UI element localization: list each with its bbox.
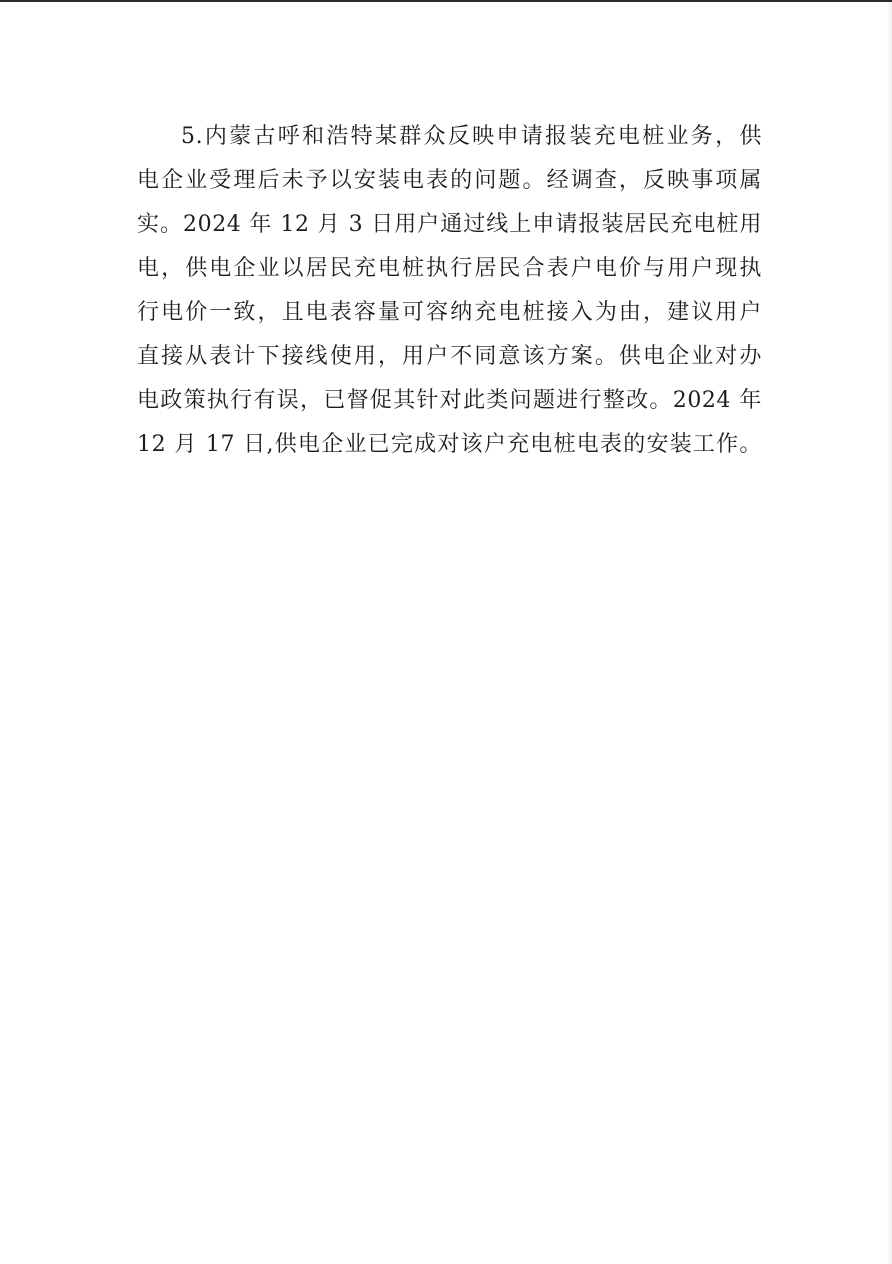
paragraph-line: 行电价一致，且电表容量可容纳充电桩接入为由，建议用户 [137,300,762,325]
paragraph-line: 直接从表计下接线使用，用户不同意该方案。供电企业对办 [137,344,762,369]
paragraph-line: 实。2024 年 12 月 3 日用户通过线上申请报装居民充电桩用 [137,212,762,237]
paragraph-line: 12 月 17 日,供电企业已完成对该户充电桩电表的安装工作。 [137,432,762,457]
paragraph-line: 5.内蒙古呼和浩特某群众反映申请报装充电桩业务，供 [181,124,762,149]
page-edge-shadow [887,2,892,1264]
paragraph-line: 电政策执行有误，已督促其针对此类问题进行整改。2024 年 [137,388,762,413]
paragraph-line: 电，供电企业以居民充电桩执行居民合表户电价与用户现执 [137,256,762,281]
paragraph-line: 电企业受理后未予以安装电表的问题。经调查，反映事项属 [137,168,762,193]
document-paragraph [137,115,762,467]
